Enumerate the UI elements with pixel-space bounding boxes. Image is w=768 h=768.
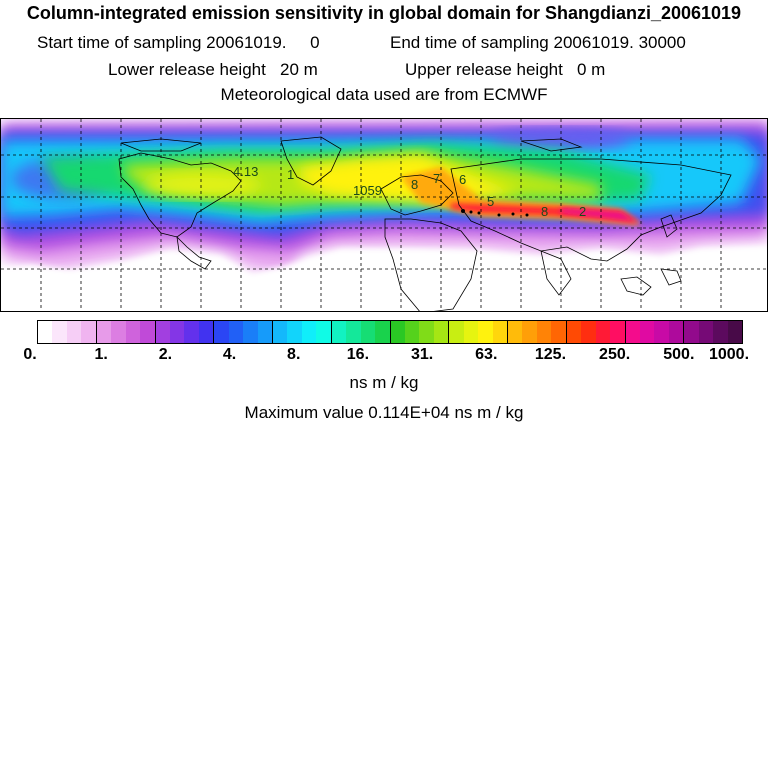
map-label-6: 6 — [459, 172, 467, 187]
colorbar-cell — [391, 321, 405, 343]
colorbar-cell — [346, 321, 360, 343]
colorbar-cell — [626, 321, 640, 343]
map-svg — [1, 119, 768, 312]
colorbar-cell — [273, 321, 287, 343]
colorbar-tick-label: 2. — [158, 346, 173, 363]
colorbar-cell — [67, 321, 81, 343]
colorbar-cell — [699, 321, 713, 343]
colorbar-ticks — [0, 346, 768, 366]
colorbar-tick-label: 1000. — [708, 346, 750, 363]
colorbar-cell — [258, 321, 273, 343]
colorbar-cell — [610, 321, 625, 343]
end-value-text: 20061019. 30000 — [553, 33, 686, 52]
colorbar-cell — [361, 321, 375, 343]
map-label-5: 7 — [433, 171, 441, 186]
colorbar-cell — [581, 321, 595, 343]
colorbar-cell — [229, 321, 243, 343]
colorbar-tick-label: 8. — [287, 346, 301, 363]
map-label-4: 8 — [411, 177, 419, 192]
colorbar-cell — [243, 321, 257, 343]
start-label-text: Start time of sampling — [37, 33, 202, 52]
colorbar-cell — [567, 321, 581, 343]
start-value-text: 20061019. 0 — [206, 33, 320, 52]
colorbar-cell — [537, 321, 551, 343]
colorbar-cell — [302, 321, 316, 343]
end-label-text: End time of sampling — [390, 33, 549, 52]
colorbar-cell — [640, 321, 654, 343]
colorbar-tick-label: 16. — [346, 346, 370, 363]
colorbar-tick-label: 31. — [410, 346, 434, 363]
colorbar-cell — [81, 321, 96, 343]
colorbar-cell — [214, 321, 228, 343]
colorbar-cell — [52, 321, 66, 343]
colorbar-cell — [684, 321, 698, 343]
colorbar-cell — [434, 321, 449, 343]
map-label-9: 2 — [579, 204, 587, 219]
colorbar-cell — [111, 321, 125, 343]
colorbar-cell — [654, 321, 668, 343]
colorbar-cell — [156, 321, 170, 343]
colorbar-cell — [170, 321, 184, 343]
colorbar-cell — [728, 321, 742, 343]
colorbar-tick-label: 125. — [534, 346, 567, 363]
lower-label-text: Lower release height — [108, 60, 266, 79]
units-label: ns m / kg — [349, 373, 419, 392]
lower-release — [108, 60, 318, 80]
met-data-note: Meteorological data used are from ECMWF — [220, 85, 548, 104]
colorbar-cell — [551, 321, 566, 343]
map-label-7: 5 — [487, 194, 495, 209]
colorbar-cell — [287, 321, 301, 343]
plot-title: Column-integrated emission sensitivity in global domain for Shangdianzi_20061019 — [26, 3, 742, 23]
colorbar-cell — [184, 321, 198, 343]
max-value-label: Maximum value 0.114E+04 ns m / kg — [244, 403, 524, 422]
colorbar-tick-label: 0. — [23, 346, 37, 363]
colorbar-cell — [199, 321, 214, 343]
lower-value-text: 20 m — [280, 60, 318, 79]
colorbar — [37, 320, 743, 344]
colorbar-cell — [126, 321, 140, 343]
map-label-3: 1059 — [353, 183, 382, 198]
colorbar-tick-label: 1. — [94, 346, 108, 363]
start-time-label — [37, 33, 320, 53]
colorbar-cell — [464, 321, 478, 343]
end-time-label — [390, 33, 686, 53]
colorbar-cell — [97, 321, 111, 343]
colorbar-cell — [522, 321, 536, 343]
colorbar-tick-label: 4. — [222, 346, 237, 363]
sensitivity-field — [1, 119, 768, 312]
colorbar-cell — [493, 321, 508, 343]
colorbar-cell — [713, 321, 727, 343]
colorbar-cell — [405, 321, 419, 343]
colorbar-tick-label: 250. — [599, 346, 631, 363]
colorbar-cell — [38, 321, 52, 343]
colorbar-cell — [508, 321, 522, 343]
upper-label-text: Upper release height — [405, 60, 563, 79]
colorbar-cell — [449, 321, 463, 343]
upper-value-text: 0 m — [577, 60, 606, 79]
colorbar-cell — [140, 321, 155, 343]
emission-sensitivity-map — [0, 118, 768, 312]
colorbar-tick-label: 500. — [663, 346, 695, 363]
colorbar-cell — [596, 321, 610, 343]
colorbar-cell — [332, 321, 346, 343]
colorbar-cell — [478, 321, 492, 343]
colorbar-cell — [316, 321, 331, 343]
colorbar-cell — [669, 321, 684, 343]
map-label-2: 1 — [287, 167, 295, 182]
map-label-1: 4.13 — [233, 164, 259, 179]
colorbar-cell — [375, 321, 390, 343]
map-label-8: 8 — [541, 204, 549, 219]
upper-release — [405, 60, 605, 80]
colorbar-tick-label: 63. — [475, 346, 498, 363]
colorbar-cell — [419, 321, 433, 343]
